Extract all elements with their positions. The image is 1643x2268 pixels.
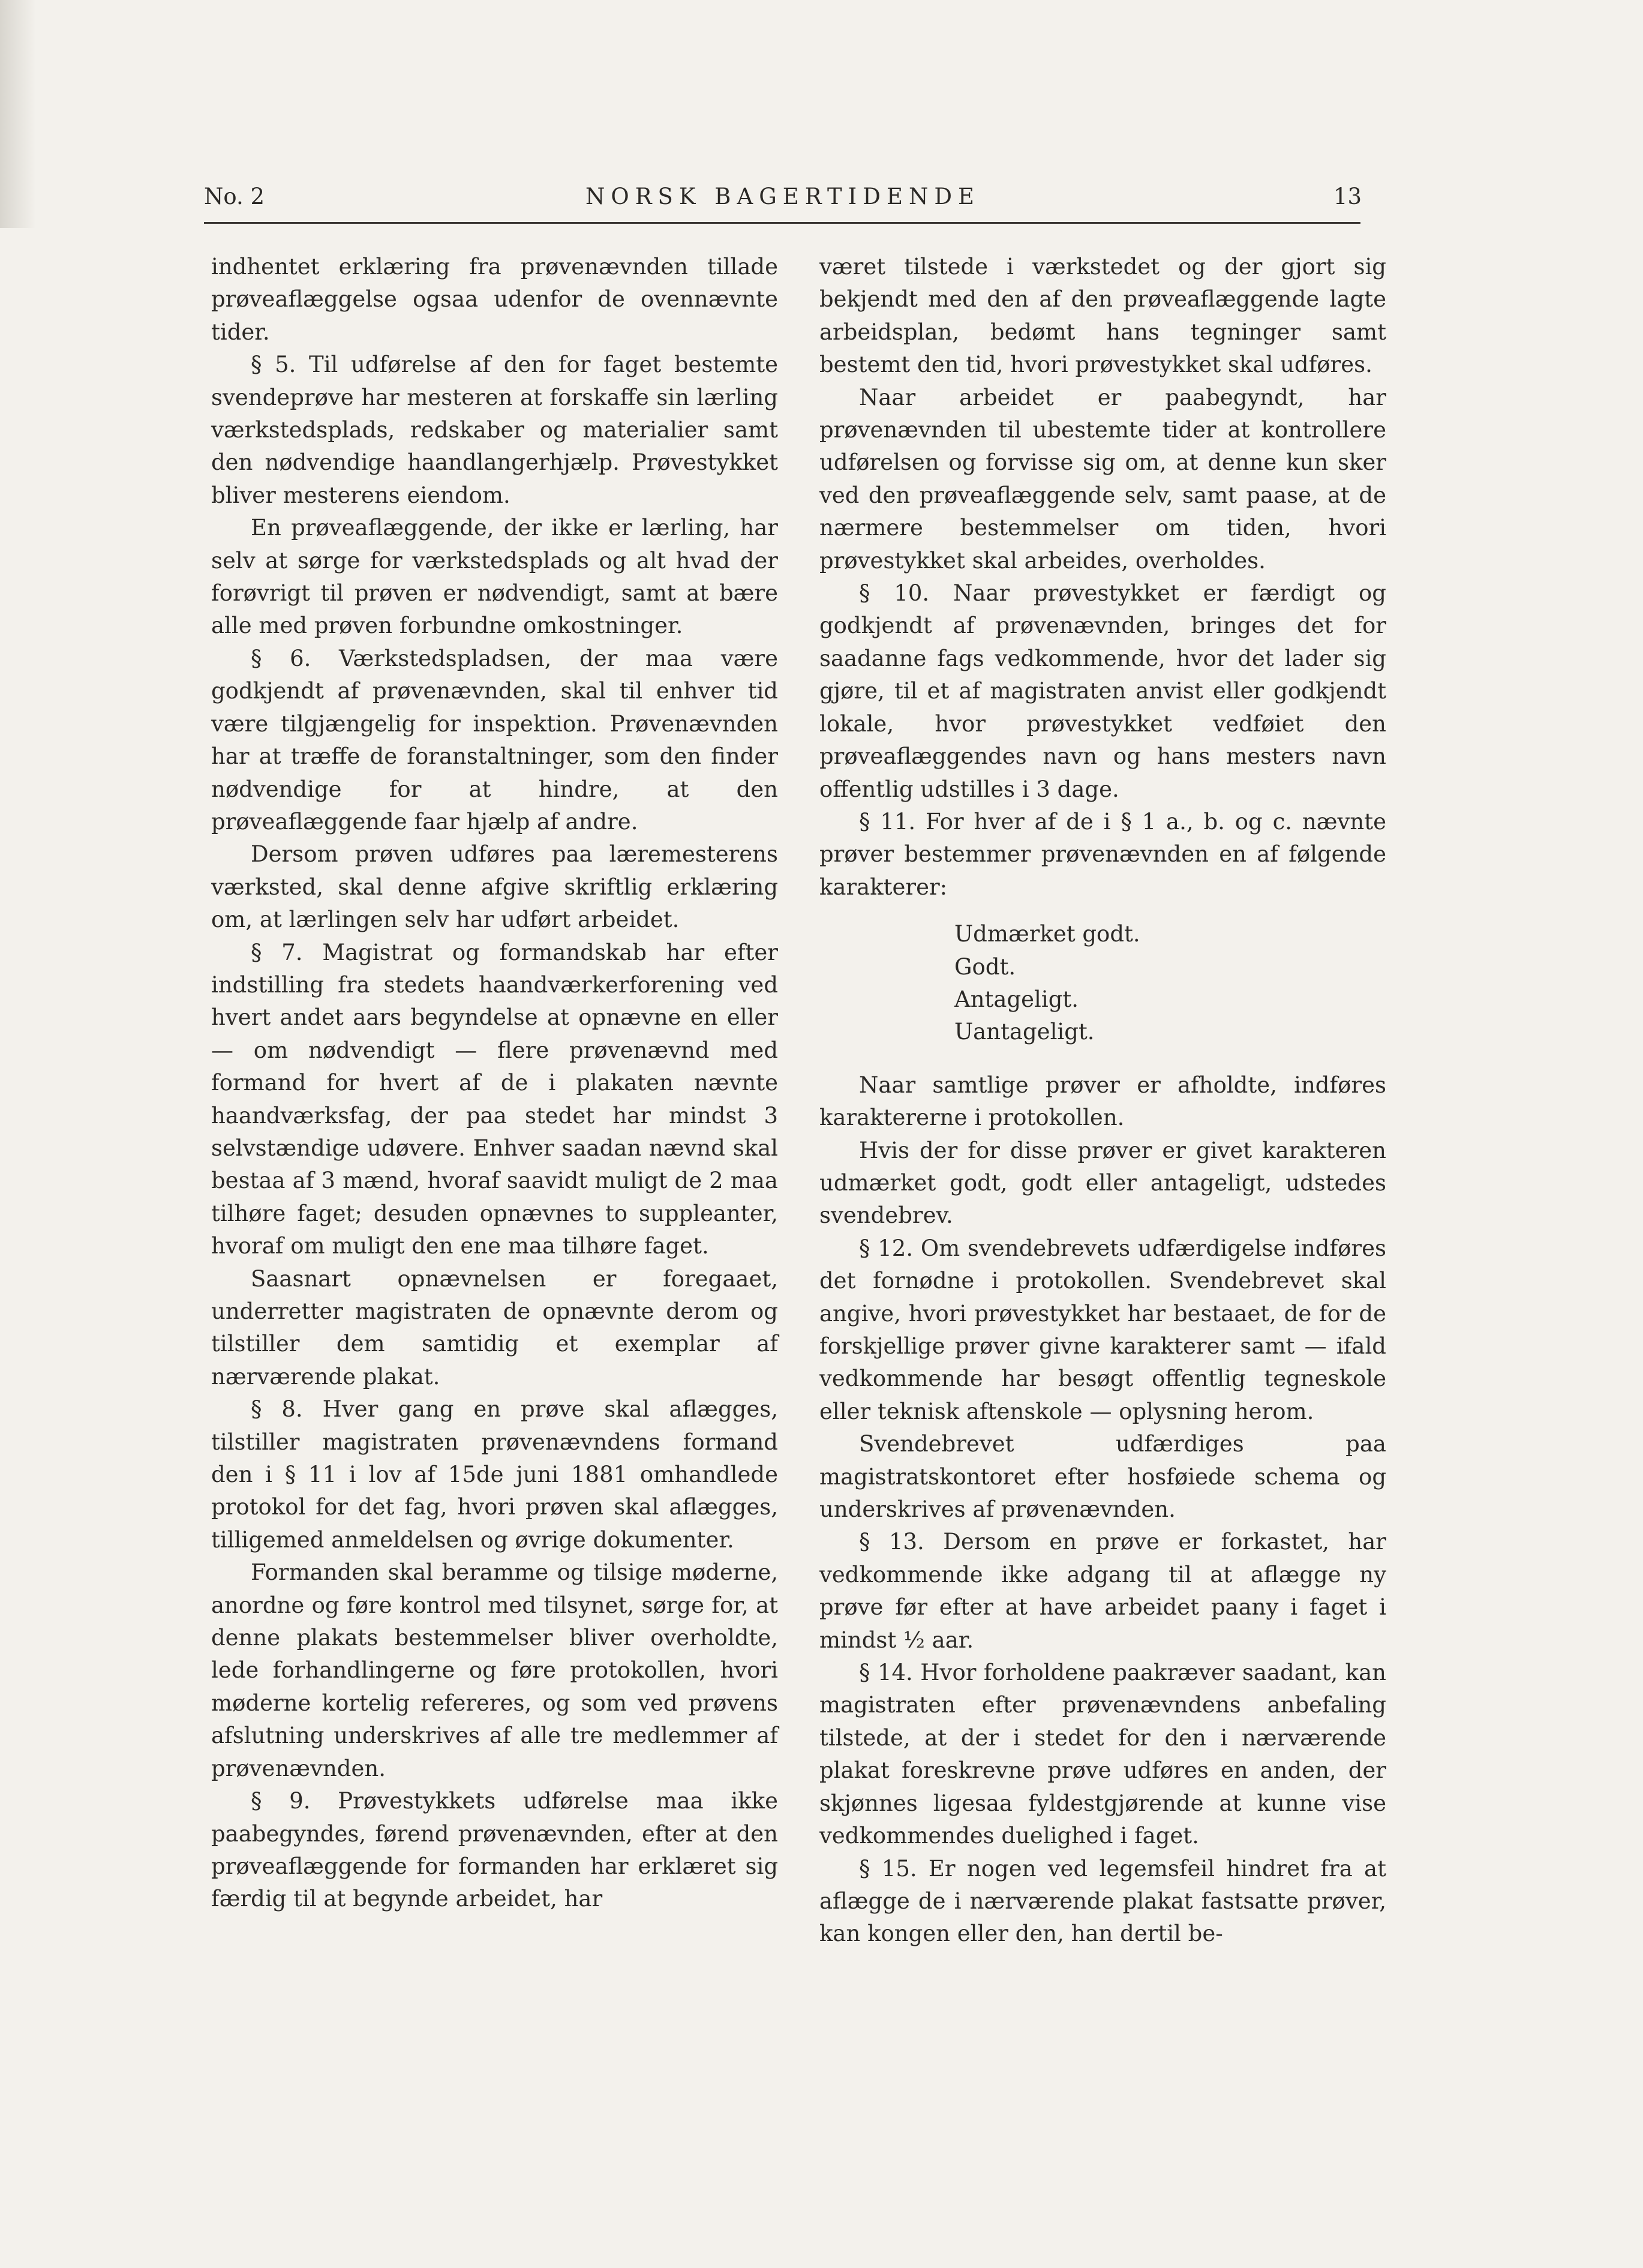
paragraph: § 13. Dersom en prøve er forkastet, har vedkommende ikke adgang til at aflægge ny prøve før efter at have arbeidet paany i faget i mindst ½ aar. (819, 1529, 1386, 1653)
right-column-lower (819, 1069, 1386, 1951)
paragraph: været tilstede i værkstedet og der gjort sig bekjendt med den af den prøveaflæggende lagte arbeidsplan, bedømt hans tegninger samt bestemt den tid, hvori prøvestykket skal udføres. (819, 254, 1386, 378)
paragraph: § 6. Værkstedspladsen, der maa være godkjendt af prøvenævnden, skal til enhver tid være tilgjængelig for inspektion. Prøvenævnden har at træffe de foranstaltninger, som den finder nødvendige for at hindre, at den prøveaflæggende faar hjælp af andre. (211, 645, 778, 835)
grade-item: Antageligt. (954, 986, 1079, 1012)
paragraph: Dersom prøven udføres paa læremesterens værksted, skal denne afgive skriftlig erklæring om, at lærlingen selv har udført arbeidet. (211, 841, 778, 933)
header-rule (204, 222, 1360, 224)
paragraph: Hvis der for disse prøver er givet karakteren udmærket godt, godt eller antageligt, udstedes svendebrev. (819, 1137, 1386, 1229)
page-number: 13 (1333, 184, 1362, 209)
running-header (204, 179, 1362, 215)
publication-title: NORSK BAGERTIDENDE (585, 184, 981, 209)
left-column (211, 251, 778, 1916)
right-column-upper (819, 251, 1386, 904)
paragraph: § 11. For hver af de i § 1 a., b. og c. nævnte prøver bestemmer prøvenævnden en af følgende karakterer: (819, 808, 1386, 900)
paragraph: indhentet erklæring fra prøvenævnden tillade prøveaflæggelse ogsaa udenfor de ovennævnte tider. (211, 254, 778, 345)
grade-list (819, 918, 1386, 1049)
paragraph: § 12. Om svendebrevets udfærdigelse indføres det fornødne i protokollen. Svendebrevet skal angive, hvori prøvestykket har bestaaet, de for de forskjellige prøver givne karakterer samt — ifald vedkommende har besøgt offentlig tegneskole eller teknisk aftenskole — oplysning herom. (819, 1235, 1386, 1424)
grade-item: Udmærket godt. (954, 921, 1140, 947)
scan-edge-shadow (0, 0, 36, 228)
right-column (819, 251, 1386, 1951)
paragraph: § 14. Hvor forholdene paakræver saadant, kan magistraten efter prøvenævndens anbefaling tilstede, at der i stedet for den i nærværende plakat foreskrevne prøve udføres en anden, der skjønnes ligesaa fyldestgjørende at kunne vise vedkommendes duelighed i faget. (819, 1660, 1386, 1849)
paragraph: Naar arbeidet er paabegyndt, har prøvenævnden til ubestemte tider at kontrollere udførelsen og forvisse sig om, at denne kun sker ved den prøveaflæggende selv, samt paase, at de nærmere bestemmelser om tiden, hvori prøvestykket skal arbeides, overholdes. (819, 384, 1386, 574)
paragraph: § 15. Er nogen ved legemsfeil hindret fra at aflægge de i nærværende plakat fastsatte prøver, kan kongen eller den, han dertil be- (819, 1855, 1386, 1947)
paragraph: Saasnart opnævnelsen er foregaaet, underretter magistraten de opnævnte derom og tilstiller dem samtidig et exemplar af nærværende plakat. (211, 1265, 778, 1390)
paragraph: § 8. Hver gang en prøve skal aflægges, tilstiller magistraten prøvenævndens formand den i § 11 i lov af 15de juni 1881 omhandlede protokol for det fag, hvori prøven skal aflægges, tilligemed anmeldelsen og øvrige dokumenter. (211, 1396, 778, 1553)
paragraph: Naar samtlige prøver er afholdte, indføres karaktererne i protokollen. (819, 1072, 1386, 1131)
paragraph: Svendebrevet udfærdiges paa magistratskontoret efter hosføiede schema og underskrives af prøvenævnden. (819, 1431, 1386, 1523)
paragraph: Formanden skal beramme og tilsige møderne, anordne og føre kontrol med tilsynet, sørge for, at denne plakats bestemmelser bliver overholdte, lede forhandlingerne og føre protokollen, hvori møderne kortelig refereres, og som ved prøvens afslutning underskrives af alle tre medlemmer af prøvenævnden. (211, 1559, 778, 1781)
paragraph: § 7. Magistrat og formandskab har efter indstilling fra stedets haandværkerforening ved hvert andet aars begyndelse at opnævne en eller — om nødvendigt — flere prøvenævnd med formand for hvert af de i plakaten nævnte haandværksfag, der paa stedet har mindst 3 selvstændige udøvere. Enhver saadan nævnd skal bestaa af 3 mænd, hvoraf saavidt muligt de 2 maa tilhøre faget; desuden opnævnes to suppleanter, hvoraf om muligt den ene maa tilhøre faget. (211, 939, 778, 1259)
grade-item: Godt. (954, 953, 1016, 980)
paragraph: § 9. Prøvestykkets udførelse maa ikke paabegyndes, førend prøvenævnden, efter at den prøveaflæggende for formanden har erklæret sig færdig til at begynde arbeidet, har (211, 1788, 778, 1912)
grade-item: Uantageligt. (954, 1019, 1095, 1045)
issue-number: No. 2 (204, 184, 265, 209)
paragraph: § 10. Naar prøvestykket er færdigt og godkjendt af prøvenævnden, bringes det for saadanne fags vedkommende, hvor det lader sig gjøre, til et af magistraten anvist eller godkjendt lokale, hvor prøvestykket vedføiet den prøveaflæggendes navn og hans mesters navn offentlig udstilles i 3 dage. (819, 580, 1386, 802)
paragraph: § 5. Til udførelse af den for faget bestemte svendeprøve har mesteren at forskaffe sin lærling værkstedsplads, redskaber og materialier samt den nødvendige haandlangerhjælp. Prøvestykket bliver mesterens eiendom. (211, 352, 778, 508)
paragraph: En prøveaflæggende, der ikke er lærling, har selv at sørge for værkstedsplads og alt hvad der forøvrigt til prøven er nødvendigt, samt at bære alle med prøven forbundne omkostninger. (211, 515, 778, 639)
